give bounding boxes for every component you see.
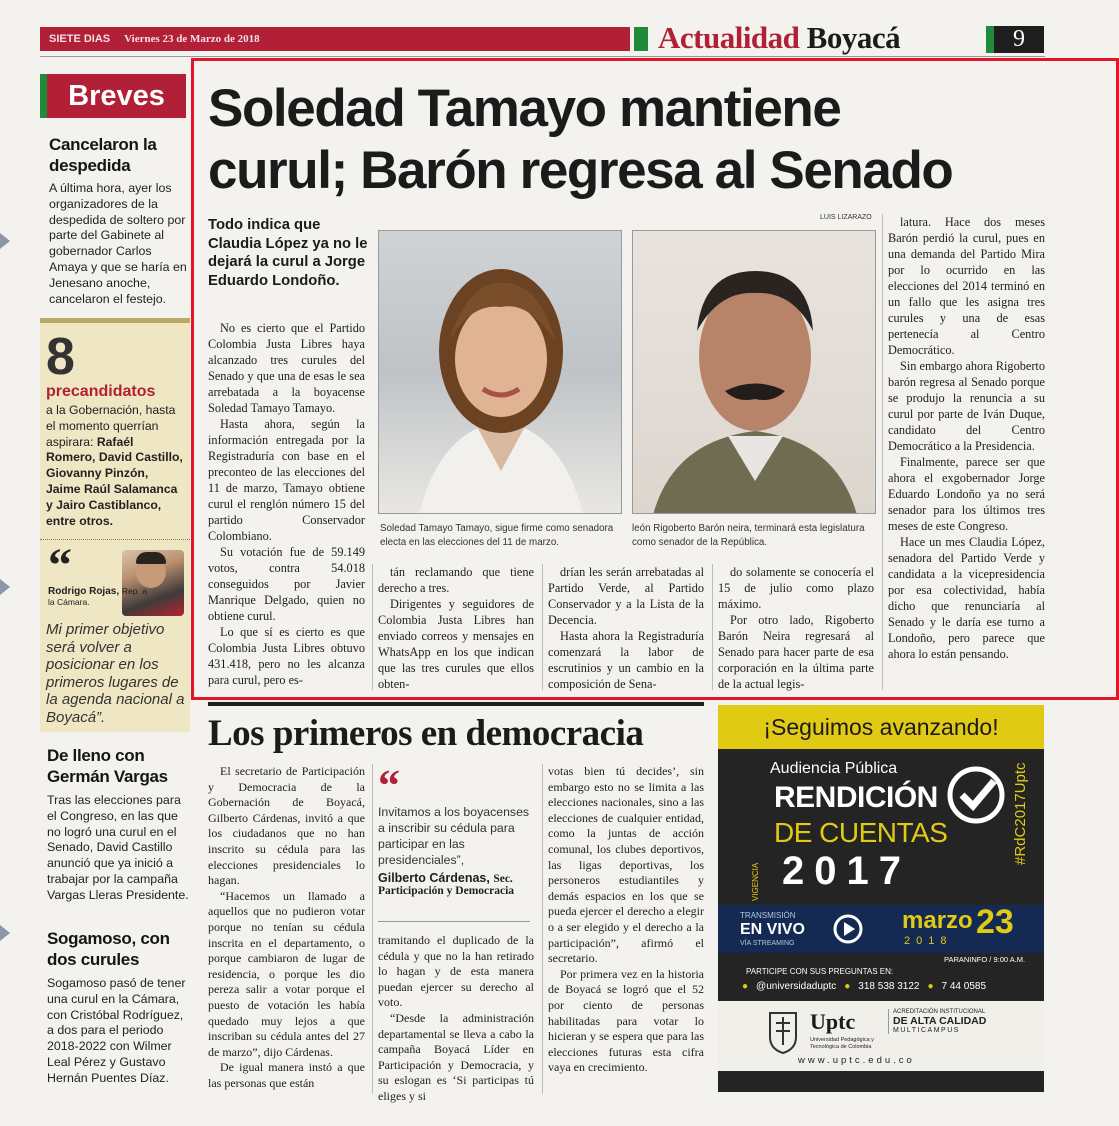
precandidatos-head: precandidatos [46, 383, 156, 400]
main-col-3: drían les serán arrebatadas al Partido Verde, al Partido Conservador y a la Lista de la Decencia. Hasta ahora la Registraduría comenzará la labor de escrutinios y un cambio en la composición de Sena- [548, 565, 704, 691]
soledad-tamayo-photo [378, 230, 622, 514]
main-deck: Todo indica que Claudia López ya no le dejará la curul a Jorge Eduardo Londoño. [208, 217, 368, 289]
second-top-rule [208, 702, 704, 706]
pull-quote-mark-icon: “ [378, 761, 400, 810]
ad-line3: DE CUENTAS [774, 817, 948, 848]
photo-credit: LUIS LIZARAZO [820, 214, 872, 221]
pull-quote-person: Gilberto Cárdenas, Sec. [378, 871, 513, 885]
paper-name: SIETE DIAS [49, 33, 111, 45]
main-col-5: latura. Hace dos meses Barón perdió la curul, pues en una demanda del Partido Mira por lo ocurrido en las elecciones del 2014 terminó en un fallo que les asigna tres curules y una de esas pertenecía al Centro Democrático. Sin embargo ahora Rigoberto barón regresa al Senado porque se produjo la renuncia a su curul por parte de Iván Duque, candidato del Centro Democrático a la Presidencia. Finalmente, parece ser que ahora el exgobernador Jorge Eduardo Londoño ya no será senador para los últimos tres meses de este Congreso. Hace un mes Claudia López, senadora del Partido Verde y candidata a la vicepresidencia por esa colectividad, había dicho que renunciaría al Senado y le daría ese turno a Londoño, pero parece que ahora lo están pensando. [888, 215, 1045, 661]
margin-arrow-icon [0, 579, 10, 595]
whatsapp-icon: ● [844, 981, 851, 992]
ad-vigencia: VIGENCIA [751, 862, 760, 901]
breves-header: Breves [40, 74, 186, 118]
section-title [658, 20, 900, 56]
column-rule [542, 764, 543, 1094]
main-col-4: do solamente se conocería el 15 de julio como plazo máximo. Por otro lado, Rigoberto Barón Neira regresará al Senado para hacer parte de esa corporación en la última parte de la actual legis- [718, 565, 874, 691]
ad-contacts: ● @universidaduptc ● 318 538 3122 ● 7 44 0585 [742, 981, 987, 992]
rigoberto-baron-photo [632, 230, 876, 514]
ad-line1: Audiencia Pública [770, 760, 898, 777]
issue-date: Viernes 23 de Marzo de 2018 [124, 33, 260, 45]
top-bar [40, 27, 630, 51]
uptc-logo: Uptc [810, 1009, 856, 1034]
breve-3 [47, 928, 189, 1087]
portrait-man-icon [633, 231, 876, 514]
second-headline: Los primeros en democracia [208, 713, 644, 754]
breve-1 [49, 134, 189, 307]
column-rule [712, 564, 713, 690]
ad-participe: PARTICIPE CON SUS PREGUNTAS EN: [746, 967, 894, 976]
ad-banner: ¡Seguimos avanzando! [718, 705, 1044, 749]
caption-baron: león Rigoberto Barón neira, terminará esta legislatura como senador de la República. [632, 523, 865, 548]
quote-person: Rodrigo Rojas, Rep. a la Cámara. [48, 586, 147, 608]
breve-3-text: Sogamoso pasó de tener una curul en la Cámara, con Cristóbal Rodríguez, a dos para el periodo 2018-2022 con Wilmer Leal Pérez y Gustavo Hernán Puentes Díaz. [47, 976, 186, 1085]
ad-footer [718, 1001, 1044, 1071]
breve-1-text: A última hora, ayer los organizadores de la despedida de soltero por parte del Gabinete al gobernador Carlos Amaya y que se haría en Jenesano anoche, cancelaron el festejo. [49, 181, 187, 306]
colombia-shield-icon [766, 1009, 800, 1055]
main-headline: Soledad Tamayo mantiene curul; Barón regresa al Senado [208, 79, 953, 200]
breve-2-text: Tras las elecciones para el Congreso, en las que no logró una curul en el Senado, David Castillo anunció que ya inició a trabajar por la campaña Vargas Lleras Presidente. [47, 793, 189, 902]
ad-line2: RENDICIÓN [774, 781, 938, 814]
margin-arrow-icon [0, 233, 10, 249]
ad-place: PARANINFO / 9:00 A.M. [944, 955, 1026, 964]
precandidatos-names: Rafaél Romero, David Castillo, Giovanny Pinzón, Jaime Raúl Salamanca y Jairo Castiblanco, entre otros. [46, 434, 183, 528]
section-name-a: Actualidad [658, 20, 800, 55]
check-circle-icon [944, 763, 1008, 827]
uptc-url: www.uptc.edu.co [798, 1055, 915, 1066]
ad-stream-band: TRANSMISIÓN EN VIVO VÍA STREAMING marzo 23 2018 [718, 905, 1044, 953]
acreditacion: ACREDITACIÓN INSTITUCIONAL DE ALTA CALIDAD MULTICAMPUS [888, 1009, 1018, 1034]
second-col-2: tramitando el duplicado de la cédula y que no la han retirado lo hagan y de esta manera puedan ejercer su derecho al voto. “Desde la administración departamental se lleva a cabo la campaña Boyacá Líder en Participación y Democracia, y su eslogan es ‘Si participas tú eliges y si [378, 933, 534, 1103]
uptc-ad [718, 705, 1044, 1092]
breve-3-headline: Sogamoso, con dos curules [47, 929, 170, 969]
ad-year: 2017 [782, 849, 911, 893]
green-accent [634, 27, 648, 51]
pull-quote-text: Invitamos a los boyacenses a inscribir su cédula para participar en las presidenciales”, [378, 805, 530, 867]
main-col-1: No es cierto que el Partido Colombia Justa Libres haya alcanzado tres curules del Senado y que una de esas le sea arrebatada a la boyacense Soledad Tamayo Tamayo. Hasta ahora, según la información entregada por la Registraduría con base en el preconteo de las elecciones del 11 de marzo, Tamayo obtiene curul el renglón número 15 del partido Conservador Colombiano. Su votación fue de 59.149 votos, contra 54.018 conseguidos por Javier Manrique Delgado, quien no obtiene curul. Lo que sí es cierto es que Colombia Justa Libres obtuvo 431.418, pero no les alcanza para curul, pero es- [208, 321, 365, 687]
column-rule [542, 564, 543, 690]
phone-icon: ● [927, 981, 934, 992]
quote-block [40, 539, 190, 621]
main-col-2: tán reclamando que tiene derecho a tres. Dirigentes y seguidores de Colombia Justa Libres han enviado correos y mensajes en WhatsApp en los que indican que las tres curules que ellos obten- [378, 565, 534, 691]
big-number: 8 [46, 328, 75, 386]
precandidatos-text: a la Gobernación, hasta el momento querrían aspirara: Rafaél Romero, David Castillo, Giovanny Pinzón, Jaime Raúl Salamanca y Jairo Castiblanco, entre otros. [46, 403, 183, 528]
ad-hashtag: #RdC2017Uptc [1012, 762, 1029, 865]
page-number: 9 [986, 26, 1044, 53]
social-icon: ● [742, 981, 749, 992]
margin-arrow-icon [0, 925, 10, 941]
second-col-1: El secretario de Participación y Democracia de la Gobernación de Boyacá, Gilberto Cárdenas, invitó a que los ciudadanos que no han inscrito su cédula para las elecciones presidenciales lo hagan. “Hacemos un llamado a aquellos que no pudieron votar porque no tenían su cédula inscrita en el departamento, o porque cambiaron de lugar de residencia, o porque les dio pereza salir a votar porque el puesto de votación les había quedado muy lejos a que inscriban su cédula antes del 27 de marzo”, dijo Cárdenas. De igual manera instó a que las personas que están [208, 764, 365, 1090]
rodrigo-quote: Mi primer objetivo será volver a posicionar en los primeros lugares de la agenda nacional a Boyacá”. [46, 621, 185, 726]
breve-1-headline: Cancelaron la despedida [49, 135, 157, 175]
header-rule [40, 56, 1045, 57]
column-rule [372, 564, 373, 690]
breve-2-headline: De lleno con Germán Vargas [47, 746, 168, 786]
column-rule [882, 214, 883, 690]
column-rule [372, 764, 373, 1094]
second-col-3: votas bien tú decides’, sin embargo esto no se limita a las elecciones nacionales, sino a las elecciones de cualquier entidad, como la juntas de acción comunal, los clubes deportivos, las ligas deportivas, los personeros estudiantiles y demás espacios en los que se pueda ejercer el derecho a elegir o a ser elegido y el derecho a la participación”, afirmó el secretario. Por primera vez en la historia de Boyacá se logró que el 52 por ciento de personas habilitadas para votar lo hicieran y se espera que para las elecciones futuras esta cifra vaya en crecimiento. [548, 764, 704, 1075]
pull-quote-role: Participación y Democracia [378, 885, 515, 897]
play-icon [832, 913, 864, 945]
uptc-sub: Universidad Pedagógica y Tecnológica de Colombia [810, 1037, 874, 1050]
breve-2 [47, 745, 189, 904]
pull-quote [378, 761, 530, 922]
section-name-b: Boyacá [806, 20, 901, 55]
quote-mark-icon: “ [48, 539, 72, 593]
portrait-woman-icon [379, 231, 622, 514]
precandidatos-box [40, 318, 190, 732]
caption-soledad: Soledad Tamayo Tamayo, sigue firme como senadora electa en las elecciones del 11 de marzo. [380, 523, 614, 548]
